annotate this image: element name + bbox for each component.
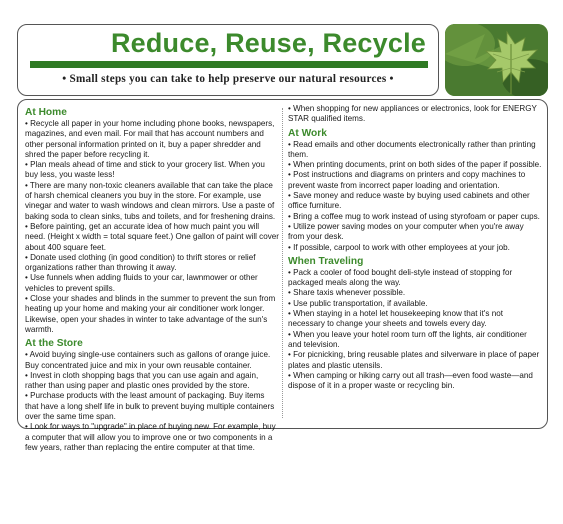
page-title: Reduce, Reuse, Recycle [110,28,426,58]
list-item: • Use public transportation, if available. [288,298,428,308]
section-heading-home: At Home [25,107,67,118]
list-item: • Invest in cloth shopping bags that you can use again and again, rather than using paper and plastic ones provided by the store. [25,370,259,391]
list-item: • Share taxis whenever possible. [288,288,406,298]
section-heading-store: At the Store [25,338,83,350]
right-column [288,104,542,391]
list-item: • Utilize power saving modes on your computer when you're away from your desk. [288,221,524,242]
list-item: • Look for ways to "upgrade" in place of buying new. For example, buy a computer that will allow you to improve one or two components in a few years, rather than replacing the entire computer at that time. [25,422,276,452]
column-divider [282,108,283,418]
section-heading-travel: When Traveling [288,255,364,267]
list-item: • Donate used clothing (in good condition) to thrift stores or relief organizations rather than throwing it away. [25,252,256,273]
list-item: • Close your shades and blinds in the summer to prevent the sun from heating up your home and making your air conditioner work longer. Likewise, open your shades in winter to take advantage of the sun's warmth. [25,294,276,334]
list-item: • There are many non-toxic cleaners available that can take the place of harsh chemical cleaners you buy in the store. For example, use vinegar and water to wash windows and clean mirrors. Use a paste of baking soda to clean sinks, tubs and toilets, and for freshening drains. [25,180,276,221]
list-item: • Save money and reduce waste by buying used cabinets and other office furniture. [288,191,530,211]
title-underline-rule [30,61,428,68]
list-item: • Bring a coffee mug to work instead of using styrofoam or paper cups. [288,211,540,221]
list-item: • Purchase products with the least amount of packaging. Buy items that have a long shelf life in bulk to prevent buying multiple containers over the same time span. [25,391,275,422]
tagline: • Small steps you can take to help preserve our natural resources • [62,73,394,85]
list-item: • Post instructions and diagrams on printers and copy machines to prevent waste from incorrect paper loading and orientation. [288,170,526,190]
list-item: • Use funnels when adding fluids to your car, lawnmower or other vehicles to prevent spills. [25,273,258,293]
list-item: • Recycle all paper in your home including phone books, newspapers, magazines, and even mail. For mail that has account numbers and other personal information printed on it, buy a paper shredder and shred the paper before recycling it. [25,119,275,159]
tips-panel [17,99,548,452]
list-item: • When staying in a hotel let housekeeping know that it's not necessary to change your sheets and towels every day. [288,309,503,329]
list-item: • When camping or hiking carry out all trash—even food waste—and dispose of it in a proper waste or recycling bin. [288,370,533,391]
list-item: • Before painting, get an accurate idea of how much paint you will need. (Height x width = total square feet.) One gallon of paint will cover about 400 square feet. [25,221,279,252]
list-item: • When printing documents, print on both sides of the paper if possible. [288,160,542,170]
list-item: • Pack a cooler of food bought deli-style instead of stopping for packaged meals along the way. [288,267,513,288]
section-heading-work: At Work [288,127,327,139]
title-banner [17,24,439,96]
maple-leaf-icon [445,24,548,96]
list-item: • Avoid buying single-use containers such as gallons of orange juice. Buy concentrated juice and mix in your own reusable container. [25,350,271,370]
list-item: • For picnicking, bring reusable plates and silverware in place of paper plates and plastic utensils. [288,350,540,370]
list-item: • Read emails and other documents electronically rather than printing them. [288,139,536,159]
list-item: • When you leave your hotel room turn off the lights, air conditioner and television. [288,329,527,349]
list-item: • When shopping for new appliances or electronics, look for ENERGY STAR qualified items. [288,104,537,124]
list-item: • Plan meals ahead of time and stick to your grocery list. When you buy less, you waste less! [25,160,265,180]
left-column [25,104,280,453]
list-item: • If possible, carpool to work with other employees at your job. [288,242,510,252]
maple-leaf-photo [445,24,548,96]
